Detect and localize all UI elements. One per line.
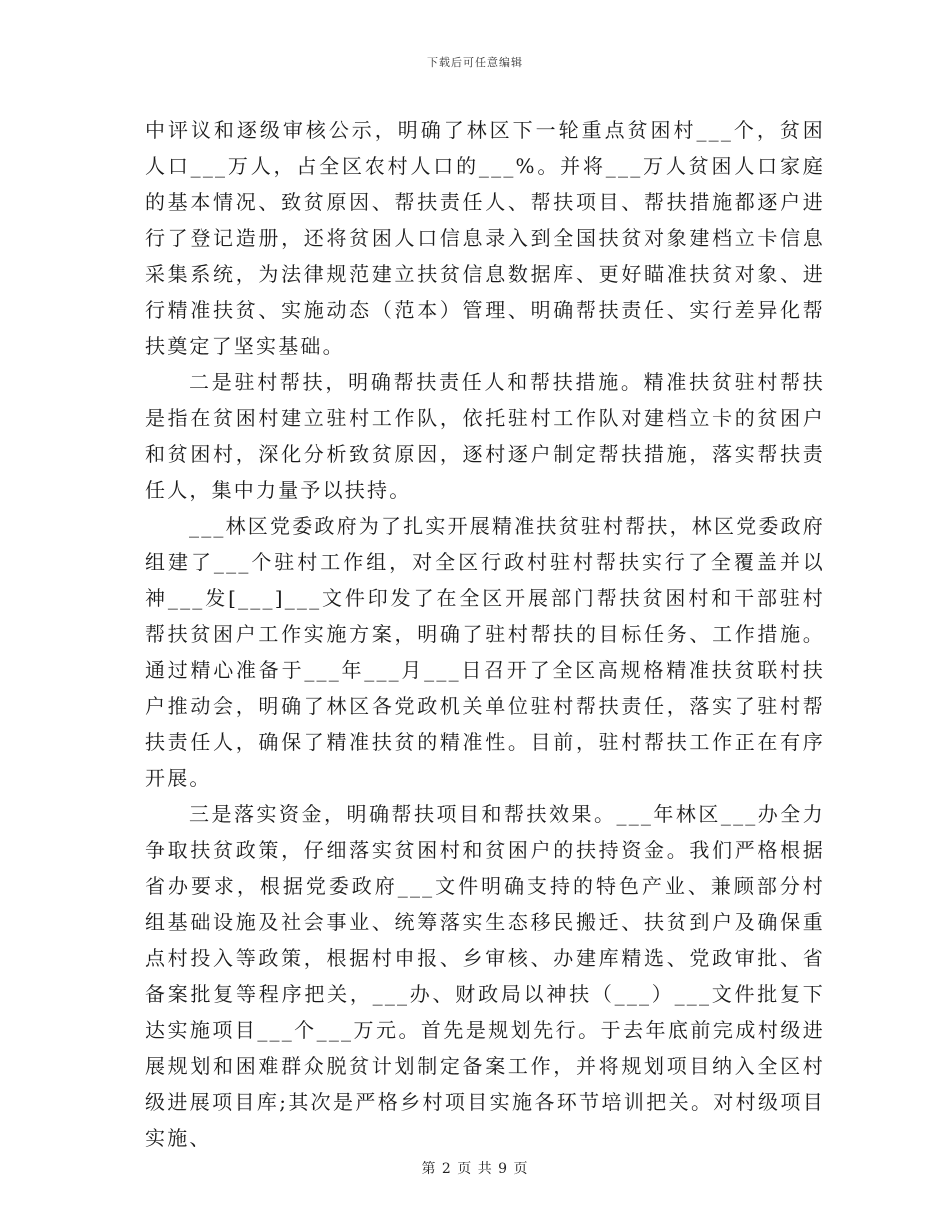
page-header: 下载后可任意编辑 (427, 56, 523, 69)
document-body (145, 112, 825, 1156)
page-number: 第 2 页 共 9 页 (421, 1161, 529, 1177)
paragraph-1: 中评议和逐级审核公示，明确了林区下一轮重点贫困村___个，贫困人口___万人，占全区农村人口的___%。并将___万人贫困人口家庭的基本情况、致贫原因、帮扶责任人、帮扶项目、帮扶措施都逐户进行了登记造册，还将贫困人口信息录入到全国扶贫对象建档立卡信息采集系统，为法律规范建立扶贫信息数据库、更好瞄准扶贫对象、进行精准扶贫、实施动态（范本）管理、明确帮扶责任、实行差异化帮扶奠定了坚实基础。 (145, 118, 825, 358)
paragraph-3: ___林区党委政府为了扎实开展精准扶贫驻村帮扶，林区党委政府组建了___个驻村工作组，对全区行政村驻村帮扶实行了全覆盖并以神___发[___]___文件印发了在全区开展部门帮扶贫困村和干部驻村帮扶贫困户工作实施方案，明确了驻村帮扶的目标任务、工作措施。通过精心准备于___年___月___日召开了全区高规格精准扶贫联村扶户推动会，明确了林区各党政机关单位驻村帮扶责任，落实了驻村帮扶责任人，确保了精准扶贫的精准性。目前，驻村帮扶工作正在有序开展。 (145, 514, 825, 790)
paragraph-2: 二是驻村帮扶，明确帮扶责任人和帮扶措施。精准扶贫驻村帮扶是指在贫困村建立驻村工作队，依托驻村工作队对建档立卡的贫困户和贫困村，深化分析致贫原因，逐村逐户制定帮扶措施，落实帮扶责任人，集中力量予以扶持。 (145, 370, 825, 502)
paragraph-4: 三是落实资金，明确帮扶项目和帮扶效果。___年林区___办全力争取扶贫政策，仔细落实贫困村和贫困户的扶持资金。我们严格根据省办要求，根据党委政府___文件明确支持的特色产业、兼顾部分村组基础设施及社会事业、统筹落实生态移民搬迁、扶贫到户及确保重点村投入等政策，根据村申报、乡审核、办建库精选、党政审批、省备案批复等程序把关，___办、财政局以神扶（___）___文件批复下达实施项目___个___万元。首先是规划先行。于去年底前完成村级进展规划和困难群众脱贫计划制定备案工作，并将规划项目纳入全区村级进展项目库;其次是严格乡村项目实施各环节培训把关。对村级项目实施、 (145, 802, 825, 1150)
